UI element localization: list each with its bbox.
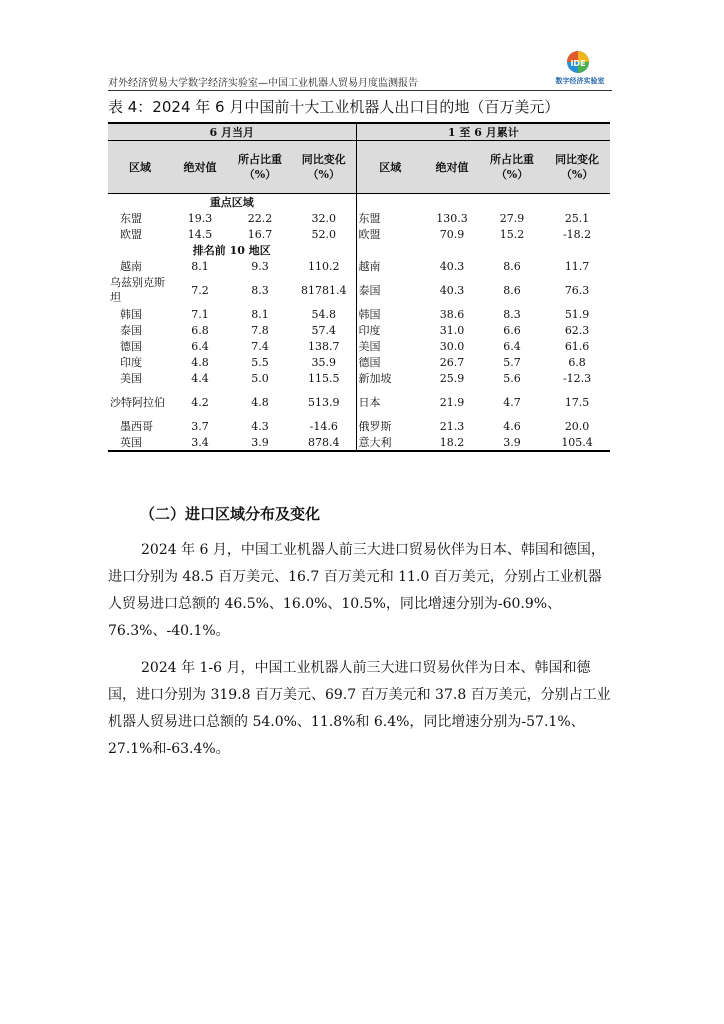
- yoy-cell: 81781.4: [292, 274, 356, 306]
- region-cell: 越南: [358, 260, 381, 273]
- section-row: [108, 242, 610, 258]
- share-cell: 8.6: [503, 259, 521, 273]
- table-row: [108, 386, 610, 418]
- abs-cell: 4.2: [191, 395, 209, 409]
- region-cell: 欧盟: [358, 228, 381, 241]
- abs-cell: 31.0: [439, 323, 465, 337]
- share-cell: 6.6: [503, 323, 521, 337]
- share-cell: 9.3: [251, 259, 269, 273]
- yoy-cell: -18.2: [562, 227, 592, 241]
- table-row: [108, 306, 610, 322]
- share-cell: 27.9: [499, 211, 525, 225]
- yoy-cell: -14.6: [292, 418, 356, 434]
- region-cell: 日本: [358, 395, 381, 409]
- col-abs: 绝对值: [172, 141, 228, 194]
- yoy-cell: 513.9: [292, 386, 356, 418]
- share-cell: 7.8: [251, 323, 269, 337]
- abs-cell: 4.4: [191, 371, 209, 385]
- share-cell: 5.7: [503, 355, 521, 369]
- abs-cell: 26.7: [439, 355, 465, 369]
- abs-cell: 21.3: [439, 419, 465, 433]
- abs-cell: 30.0: [439, 339, 465, 353]
- group-cumulative: 1 至 6 月累计: [356, 123, 610, 141]
- section-heading: （二）进口区域分布及变化: [140, 505, 321, 523]
- share-cell: 7.4: [251, 339, 269, 353]
- region-cell: 墨西哥: [120, 420, 153, 433]
- abs-cell: 6.4: [191, 339, 209, 353]
- share-cell: 6.4: [503, 339, 521, 353]
- export-destinations-table: [108, 122, 610, 452]
- logo-text: 数字经济实验室: [555, 77, 605, 85]
- header-rule: [108, 90, 612, 91]
- abs-cell: 25.9: [439, 371, 465, 385]
- region-cell: 德国: [120, 340, 142, 353]
- abs-cell: 4.8: [191, 355, 209, 369]
- region-cell: 印度: [358, 324, 381, 337]
- region-cell: 韩国: [120, 308, 142, 321]
- yoy-cell: 57.4: [292, 322, 356, 338]
- abs-cell: 3.7: [191, 419, 209, 433]
- region-cell: 泰国: [358, 283, 381, 297]
- region-cell: 乌兹别克斯坦: [110, 276, 165, 304]
- share-cell: 4.6: [503, 419, 521, 433]
- share-cell: 4.7: [503, 395, 521, 409]
- abs-cell: 18.2: [424, 434, 480, 451]
- section-label: 排名前 10 地区: [108, 242, 356, 258]
- abs-cell: 7.2: [191, 283, 209, 297]
- col-share: 所占比重 （%）: [228, 141, 292, 194]
- region-cell: 新加坡: [358, 372, 392, 385]
- share-cell: 4.3: [251, 419, 269, 433]
- share-cell: 22.2: [247, 211, 273, 225]
- abs-cell: 14.5: [187, 227, 213, 241]
- running-header: 对外经济贸易大学数字经济实验室—中国工业机器人贸易月度监测报告: [108, 78, 418, 89]
- yoy-cell: 76.3: [564, 283, 590, 297]
- abs-cell: 38.6: [439, 307, 465, 321]
- abs-cell: 19.3: [187, 211, 213, 225]
- col-yoy: 同比变化 （%）: [292, 141, 356, 194]
- share-cell: 3.9: [480, 434, 544, 451]
- region-cell: 俄罗斯: [358, 420, 392, 433]
- yoy-cell: 6.8: [568, 355, 586, 369]
- table-row: [108, 322, 610, 338]
- share-cell: 16.7: [247, 227, 273, 241]
- table-row: [108, 226, 610, 242]
- abs-cell: 6.8: [191, 323, 209, 337]
- region-cell: 东盟: [358, 212, 381, 225]
- abs-cell: 3.4: [172, 434, 228, 451]
- yoy-cell: 105.4: [544, 434, 610, 451]
- yoy-cell: 35.9: [292, 354, 356, 370]
- region-cell: 德国: [358, 356, 381, 369]
- region-cell: 欧盟: [120, 228, 142, 241]
- share-cell: 5.0: [251, 371, 269, 385]
- region-cell: 美国: [120, 372, 142, 385]
- table-caption: 表 4：2024 年 6 月中国前十大工业机器人出口目的地（百万美元）: [108, 98, 560, 116]
- abs-cell: 7.1: [191, 307, 209, 321]
- abs-cell: 21.9: [439, 395, 465, 409]
- abs-cell: 70.9: [439, 227, 465, 241]
- paragraph: 2024 年 1-6 月，中国工业机器人前三大进口贸易伙伴为日本、韩国和德国，进口分别为 319.8 百万美元、69.7 百万美元和 37.8 百万美元，分别占工业机器人贸易进口总额的 54.0%、11.8%和 6.4%，同比增速分别为-57.1%、27.1%和-63.4%。: [108, 660, 611, 757]
- yoy-cell: 54.8: [292, 306, 356, 322]
- col-yoy: 同比变化 （%）: [544, 141, 610, 194]
- yoy-cell: 17.5: [564, 395, 590, 409]
- yoy-cell: 52.0: [292, 226, 356, 242]
- yoy-cell: 878.4: [292, 434, 356, 451]
- table-row: [108, 434, 610, 451]
- region-cell: 沙特阿拉伯: [110, 395, 165, 409]
- yoy-cell: 25.1: [564, 211, 590, 225]
- yoy-cell: 20.0: [564, 419, 590, 433]
- share-cell: 5.6: [503, 371, 521, 385]
- region-cell: 印度: [120, 356, 142, 369]
- section-row: [108, 194, 610, 211]
- share-cell: 8.3: [251, 283, 269, 297]
- yoy-cell: -12.3: [562, 371, 592, 385]
- group-header-row: [108, 123, 610, 141]
- region-cell: 东盟: [120, 212, 142, 225]
- yoy-cell: 62.3: [564, 323, 590, 337]
- col-share: 所占比重 （%）: [480, 141, 544, 194]
- yoy-cell: 61.6: [564, 339, 590, 353]
- share-cell: 15.2: [499, 227, 525, 241]
- share-cell: 5.5: [251, 355, 269, 369]
- yoy-cell: 32.0: [292, 210, 356, 226]
- abs-cell: 8.1: [191, 259, 209, 273]
- region-cell: 英国: [108, 434, 172, 451]
- region-cell: 美国: [358, 340, 381, 353]
- region-cell: 意大利: [356, 434, 424, 451]
- region-cell: 韩国: [358, 308, 381, 321]
- yoy-cell: 115.5: [292, 370, 356, 386]
- table-row: [108, 274, 610, 306]
- share-cell: 8.3: [503, 307, 521, 321]
- col-region: 区域: [108, 141, 172, 194]
- region-cell: 泰国: [120, 324, 142, 337]
- share-cell: 4.8: [251, 395, 269, 409]
- table-row: [108, 258, 610, 274]
- abs-cell: 40.3: [439, 259, 465, 273]
- abs-cell: 40.3: [439, 283, 465, 297]
- svg-text:IDE: IDE: [570, 59, 586, 68]
- abs-cell: 130.3: [436, 211, 468, 225]
- col-abs: 绝对值: [424, 141, 480, 194]
- col-region: 区域: [356, 141, 424, 194]
- yoy-cell: 110.2: [292, 258, 356, 274]
- share-cell: 8.1: [251, 307, 269, 321]
- yoy-cell: 138.7: [292, 338, 356, 354]
- region-cell: 越南: [120, 260, 142, 273]
- table-row: [108, 210, 610, 226]
- table-row: [108, 370, 610, 386]
- table-row: [108, 338, 610, 354]
- column-header-row: [108, 141, 610, 194]
- group-monthly: 6 月当月: [108, 123, 356, 141]
- table-row: [108, 354, 610, 370]
- paragraph: 2024 年 6 月，中国工业机器人前三大进口贸易伙伴为日本、韩国和德国，进口分别为 48.5 百万美元、16.7 百万美元和 11.0 百万美元，分别占工业机器人贸易进口总额的 46.5%、16.0%、10.5%，同比增速分别为-60.9%、76.3%、-40.1%。: [108, 542, 605, 639]
- section-label: 重点区域: [108, 194, 356, 211]
- share-cell: 3.9: [228, 434, 292, 451]
- share-cell: 8.6: [503, 283, 521, 297]
- table-row: [108, 418, 610, 434]
- yoy-cell: 51.9: [564, 307, 590, 321]
- yoy-cell: 11.7: [564, 259, 590, 273]
